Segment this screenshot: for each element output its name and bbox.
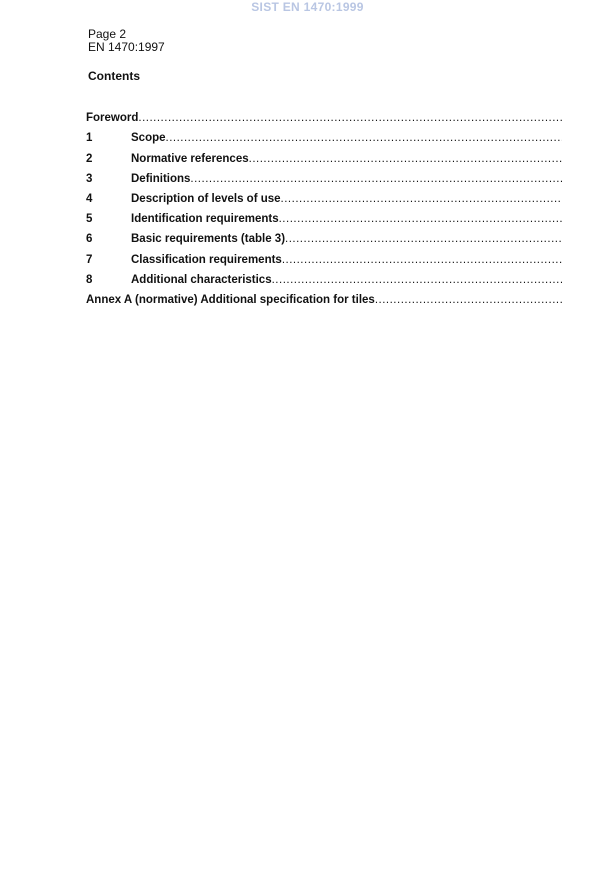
toc-entry-number: 3 <box>86 172 93 185</box>
toc-leader-dots <box>272 274 562 286</box>
toc-entry-number: 5 <box>86 213 93 226</box>
toc-entry-number: 7 <box>86 253 93 266</box>
toc-entry-8[interactable] <box>86 266 562 286</box>
toc-leader-dots <box>375 294 562 306</box>
toc-entry-foreword[interactable] <box>86 104 562 124</box>
toc-leader-dots <box>281 193 562 205</box>
toc-leader-dots <box>285 233 562 245</box>
toc-entry-title: Normative references <box>131 152 249 165</box>
toc-leader-dots <box>190 173 562 185</box>
toc-leader-dots <box>279 213 562 225</box>
document-id: EN 1470:1997 <box>88 40 165 54</box>
toc-entry-number: 4 <box>86 192 93 205</box>
toc-entry-title: Foreword <box>86 112 139 125</box>
toc-entry-5[interactable] <box>86 205 562 225</box>
toc-entry-3[interactable] <box>86 165 562 185</box>
toc-entry-title: Scope <box>131 132 166 145</box>
toc-entry-number: 2 <box>86 152 93 165</box>
contents-heading: Contents <box>88 69 140 83</box>
toc-entry-2[interactable] <box>86 144 562 164</box>
toc-leader-dots <box>282 254 562 266</box>
toc-entry-title: Description of levels of use <box>131 192 281 205</box>
page-number: Page 2 <box>88 27 127 41</box>
toc-entry-annex-a[interactable] <box>86 286 562 306</box>
toc-leader-dots <box>138 112 562 124</box>
toc-entry-title: Classification requirements <box>131 253 282 266</box>
toc-entry-7[interactable] <box>86 245 562 265</box>
toc-entry-1[interactable] <box>86 124 562 144</box>
toc-entry-title: Basic requirements (table 3) <box>131 233 286 246</box>
toc-entry-6[interactable] <box>86 225 562 245</box>
toc-entry-title: Identification requirements <box>131 213 279 226</box>
toc-leader-dots <box>249 153 562 165</box>
toc-leader-dots <box>166 132 562 144</box>
toc-entry-title: Additional characteristics <box>131 273 272 286</box>
toc-entry-number: 8 <box>86 273 93 286</box>
table-of-contents <box>86 104 562 306</box>
watermark: SIST EN 1470:1999 <box>251 0 364 14</box>
toc-entry-4[interactable] <box>86 185 562 205</box>
toc-entry-title: Annex A (normative) Additional specification for tiles <box>86 293 375 306</box>
toc-entry-title: Definitions <box>131 172 191 185</box>
toc-entry-number: 6 <box>86 233 93 246</box>
toc-entry-number: 1 <box>86 132 93 145</box>
